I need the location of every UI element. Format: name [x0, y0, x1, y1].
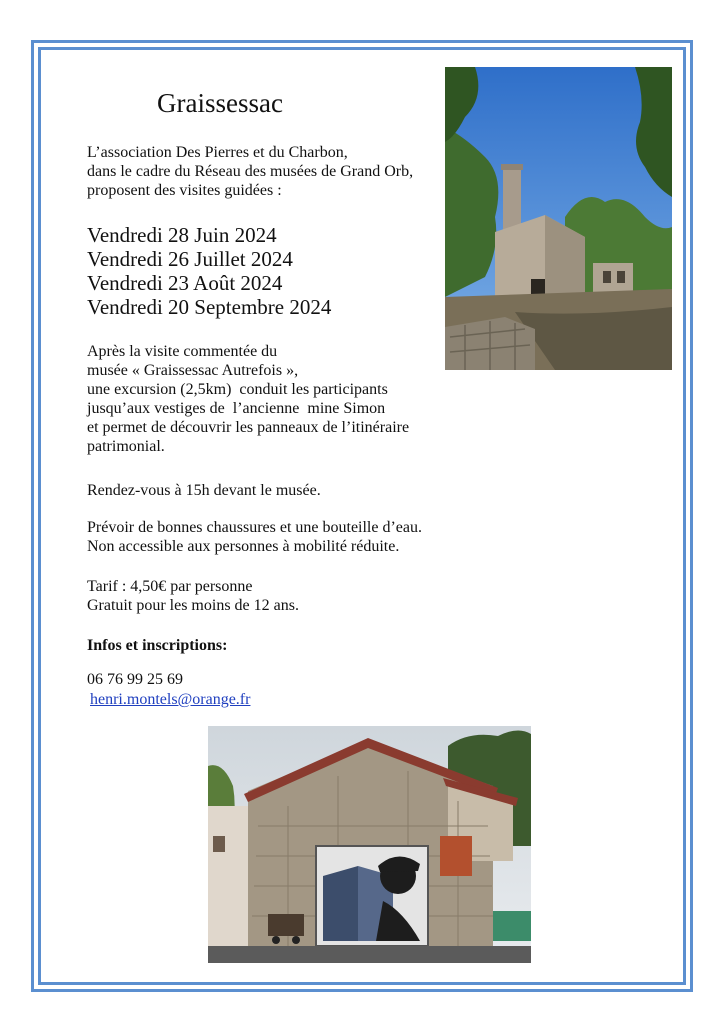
mine-ruins-illustration — [445, 67, 672, 370]
intro-text — [87, 143, 413, 200]
visit-dates — [87, 223, 331, 319]
mine-ruins-photo — [445, 67, 672, 370]
pricing — [87, 577, 299, 615]
recommendation-line: Non accessible aux personnes à mobilité réduite. — [87, 538, 400, 555]
visit-date: Vendredi 20 Septembre 2024 — [87, 295, 332, 319]
description-line: jusqu’aux vestiges de l’ancienne mine Simon — [87, 400, 386, 417]
contact-phone: 06 76 99 25 69 — [87, 671, 183, 688]
description-line: une excursion (2,5km) conduit les participants — [87, 381, 388, 398]
museum-building-illustration — [208, 726, 531, 963]
description-line: Après la visite commentée du — [87, 343, 278, 360]
description-line: musée « Graissessac Autrefois », — [87, 362, 299, 379]
visit-date: Vendredi 26 Juillet 2024 — [87, 247, 293, 271]
recommendations — [87, 518, 422, 556]
page-title: Graissessac — [157, 88, 283, 118]
intro-line: L’association Des Pierres et du Charbon, — [87, 144, 348, 161]
pricing-line: Tarif : 4,50€ par personne — [87, 578, 253, 595]
visit-date: Vendredi 28 Juin 2024 — [87, 223, 277, 247]
description-line: patrimonial. — [87, 438, 165, 455]
visit-date: Vendredi 23 Août 2024 — [87, 271, 283, 295]
rendezvous-text: Rendez-vous à 15h devant le musée. — [87, 482, 321, 499]
intro-line: dans le cadre du Réseau des musées de Grand Orb, — [87, 163, 414, 180]
intro-line: proposent des visites guidées : — [87, 182, 282, 199]
contact-heading: Infos et inscriptions: — [87, 637, 228, 654]
pricing-line: Gratuit pour les moins de 12 ans. — [87, 597, 299, 614]
description-line: et permet de découvrir les panneaux de l’itinéraire — [87, 419, 410, 436]
visit-description — [87, 342, 409, 456]
recommendation-line: Prévoir de bonnes chaussures et une bouteille d’eau. — [87, 519, 423, 536]
contact-email-link[interactable]: henri.montels@orange.fr — [90, 691, 251, 708]
museum-photo — [208, 726, 531, 963]
